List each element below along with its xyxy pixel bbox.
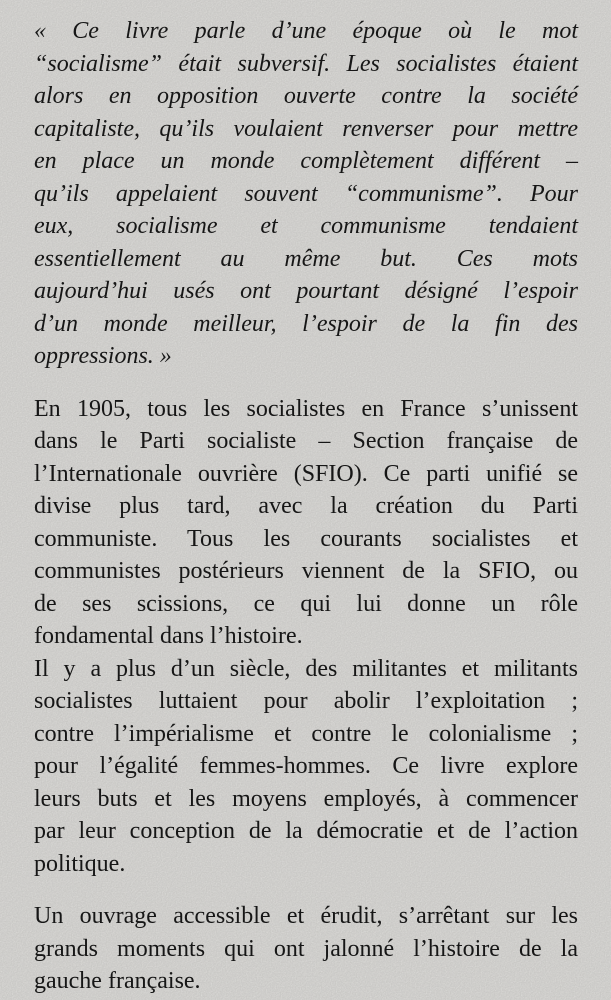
quote-paragraph xyxy=(34,15,578,373)
text-line: essentiellement au même but. Ces mots xyxy=(34,245,578,272)
text-line: oppressions. » xyxy=(34,343,172,369)
text-line: fondamental dans l’histoire. xyxy=(34,623,303,649)
text-line: politique. xyxy=(34,850,126,877)
text-line: contre l’impérialisme et contre le colonialisme ; xyxy=(34,720,578,747)
text-line: d’un monde meilleur, l’espoir de la fin des xyxy=(34,310,578,337)
text-line: dans le Parti socialiste – Section française de xyxy=(34,428,578,454)
text-line: pour l’égalité femmes-hommes. Ce livre explore xyxy=(34,753,578,779)
text-line: « Ce livre parle d’une époque où le mot xyxy=(34,18,578,44)
text-line: socialistes luttaient pour abolir l’exploitation ; xyxy=(34,688,578,714)
text-line: grands moments qui ont jalonné l’histoire de la xyxy=(34,935,578,962)
militants-paragraph xyxy=(34,653,578,881)
text-line: par leur conception de la démocratie et de l’action xyxy=(34,818,578,844)
text-line: de ses scissions, ce qui lui donne un rôle xyxy=(34,590,578,617)
text-line: leurs buts et les moyens employés, à commencer xyxy=(34,785,578,812)
text-line: eux, socialisme et communisme tendaient xyxy=(34,213,578,239)
text-line: “socialisme” était subversif. Les socialistes étaient xyxy=(34,50,578,77)
text-line: alors en opposition ouverte contre la société xyxy=(34,83,578,109)
text-line: divise plus tard, avec la création du Parti xyxy=(34,493,578,519)
closing-paragraph xyxy=(34,900,578,998)
text-line: l’Internationale ouvrière (SFIO). Ce parti unifié se xyxy=(34,460,578,487)
sfio-history-paragraph xyxy=(34,393,578,653)
text-line: aujourd’hui usés ont pourtant désigné l’espoir xyxy=(34,278,578,304)
text-line: communiste. Tous les courants socialistes et xyxy=(34,525,578,552)
text-line: En 1905, tous les socialistes en France s’unissent xyxy=(34,395,578,422)
text-line: capitaliste, qu’ils voulaient renverser pour mettre xyxy=(34,115,578,142)
text-line: Il y a plus d’un siècle, des militantes et militants xyxy=(34,655,578,682)
text-line: Un ouvrage accessible et érudit, s’arrêtant sur les xyxy=(34,903,578,929)
text-line: communistes postérieurs viennent de la SFIO, ou xyxy=(34,558,578,584)
text-line: en place un monde complètement différent – xyxy=(34,148,578,174)
text-line: qu’ils appelaient souvent “communisme”. Pour xyxy=(34,180,578,207)
text-line: gauche française. xyxy=(34,968,201,994)
